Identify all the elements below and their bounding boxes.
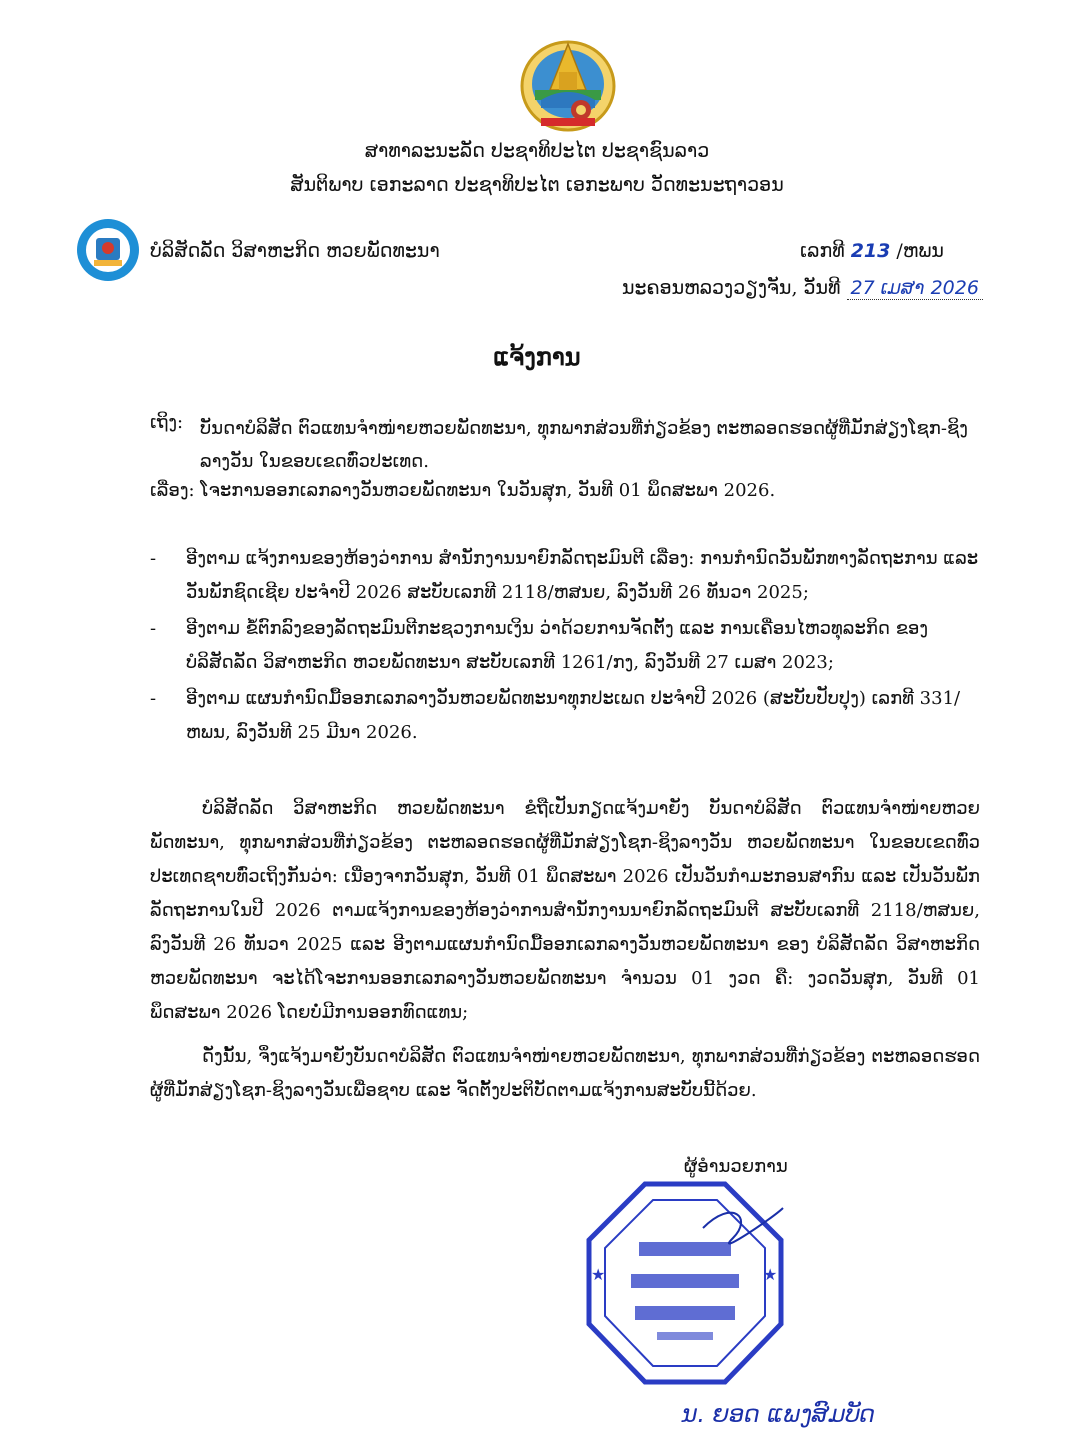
reference-suffix: /ຫພນ: [896, 240, 944, 262]
closing-paragraph: ດັ່ງນັ້ນ, ຈຶ່ງແຈ້ງມາຍັງບັນດາບໍລິສັດ ຕົວແທນຈໍາໜ່າຍຫວຍພັດທະນາ, ທຸກພາກສ່ວນທີ່ກ່ຽວຂ້ອງ ຕະຫລອດຮອດຜູ້ທີ່ມັກສ່ຽງໂຊກ-ຊິງລາງວັນເພື່ອຊາບ ແລະ ຈັດຕັ້ງປະຕິບັດຕາມແຈ້ງການສະບັບນີ້ດ້ວຍ.: [150, 1046, 980, 1101]
place-prefix: ນະຄອນຫລວງວຽງຈັນ, ວັນທີ: [622, 277, 841, 299]
lao-national-emblem-icon: [515, 26, 621, 136]
place-and-date: [622, 277, 983, 299]
signatory-name: ນ. ຍອດ ແພງສົມບັດ: [682, 1400, 876, 1428]
svg-text:★: ★: [763, 1265, 778, 1284]
official-stamp-icon: [583, 1178, 787, 1388]
reference-item-text: ອີງຕາມ ແຈ້ງການຂອງຫ້ອງວ່າການ ສໍານັກງານນາຍົກລັດຖະມົນຕີ ເລື່ອງ: ການກໍານົດວັນພັກທາງລັດຖະການ ແລະ ວັນພັກຊົດເຊີຍ ປະຈໍາປີ 2026 ສະບັບເລກທີ 2118/ຫສນຍ, ລົງວັນທີ 26 ທັນວາ 2025;: [186, 548, 979, 603]
subject-line: ເລື່ອງ: ໂຈະການອອກເລກລາງວັນຫວຍພັດທະນາ ໃນວັນສຸກ, ວັນທີ 01 ພຶດສະພາ 2026.: [150, 480, 776, 501]
recipient-text: ບັນດາບໍລິສັດ ຕົວແທນຈໍາໜ່າຍຫວຍພັດທະນາ, ທຸກພາກສ່ວນທີ່ກ່ຽວຂ້ອງ ຕະຫລອດຮອດຜູ້ທີ່ມັກສ່ຽງໂຊກ-ຊິງລາງວັນ ໃນຂອບເຂດທົ່ວປະເທດ.: [200, 418, 968, 472]
reference-list: [150, 542, 980, 752]
document-title: ແຈ້ງການ: [493, 342, 581, 371]
republic-name: ສາທາລະນະລັດ ປະຊາທິປະໄຕ ປະຊາຊົນລາວ: [364, 140, 710, 162]
national-motto: ສັນຕິພາບ ເອກະລາດ ປະຊາທິປະໄຕ ເອກະພາບ ວັດທະນະຖາວອນ: [290, 174, 784, 196]
reference-item: [150, 682, 980, 750]
company-name: ບໍລິສັດລັດ ວິສາຫະກິດ ຫວຍພັດທະນາ: [150, 240, 440, 262]
recipient-label: ເຖິງ:: [150, 412, 184, 433]
reference-item: [150, 612, 980, 680]
reference-number: [800, 240, 944, 262]
reference-item-text: ອີງຕາມ ຂໍ້ຕົກລົງຂອງລັດຖະມົນຕີກະຊວງການເງິນ ວ່າດ້ວຍການຈັດຕັ້ງ ແລະ ການເຄື່ອນໄຫວທຸລະກິດ ຂອງ ບໍລິສັດລັດ ວິສາຫະກິດ ຫວຍພັດທະນາ ສະບັບເລກທີ 1261/ກງ, ລົງວັນທີ 27 ເມສາ 2023;: [186, 618, 929, 673]
reference-handwritten-number: 213: [850, 240, 891, 262]
reference-prefix: ເລກທີ: [800, 240, 845, 262]
bullet-dash: -: [150, 688, 157, 709]
body-paragraph: ບໍລິສັດລັດ ວິສາຫະກິດ ຫວຍພັດທະນາ ຂໍຖືເປັນກຽດແຈ້ງມາຍັງ ບັນດາບໍລິສັດ ຕົວແທນຈໍາໜ່າຍຫວຍພັດທະນາ, ທຸກພາກສ່ວນທີ່ກ່ຽວຂ້ອງ ຕະຫລອດຮອດຜູ້ທີ່ມັກສ່ຽງໂຊກ-ຊິງລາງວັນ ຫວຍພັດທະນາ ໃນຂອບເຂດທົ່ວປະເທດຊາບທົ່ວເຖິງກັນວ່າ: ເນື່ອງຈາກວັນສຸກ, ວັນທີ 01 ພຶດສະພາ 2026 ເປັນວັນກໍາມະກອນສາກົນ ແລະ ເປັນວັນພັກລັດຖະການໃນປີ 2026 ຕາມແຈ້ງການຂອງຫ້ອງວ່າການສໍານັກງານນາຍົກລັດຖະມົນຕີ ສະບັບເລກທີ 2118/ຫສນຍ, ລົງວັນທີ 26 ທັນວາ 2025 ແລະ ອີງຕາມແຜນກໍານົດມື້ອອກເລກລາງວັນຫວຍພັດທະນາ ຂອງ ບໍລິສັດລັດ ວິສາຫະກິດ ຫວຍພັດທະນາ ຈະໄດ້ໂຈະການອອກເລກລາງວັນຫວຍພັດທະນາ ຈໍານວນ 01 ງວດ ຄື: ງວດວັນສຸກ, ວັນທີ 01 ພຶດສະພາ 2026 ໂດຍບໍ່ມີການອອກທົດແທນ;: [150, 798, 980, 1023]
svg-text:★: ★: [591, 1265, 606, 1284]
bullet-dash: -: [150, 618, 157, 639]
signatory-title: ຜູ້ອໍານວຍການ: [684, 1156, 788, 1177]
bullet-dash: -: [150, 548, 157, 569]
reference-item: [150, 542, 980, 610]
lao-lottery-logo-icon: [76, 218, 140, 282]
handwritten-date: 27 ເມສາ 2026: [847, 277, 983, 300]
reference-item-text: ອີງຕາມ ແຜນກໍານົດມື້ອອກເລກລາງວັນຫວຍພັດທະນາທຸກປະເພດ ປະຈໍາປີ 2026 (ສະບັບປັບປຸງ) ເລກທີ 331/ຫພນ, ລົງວັນທີ 25 ມີນາ 2026.: [186, 688, 961, 743]
